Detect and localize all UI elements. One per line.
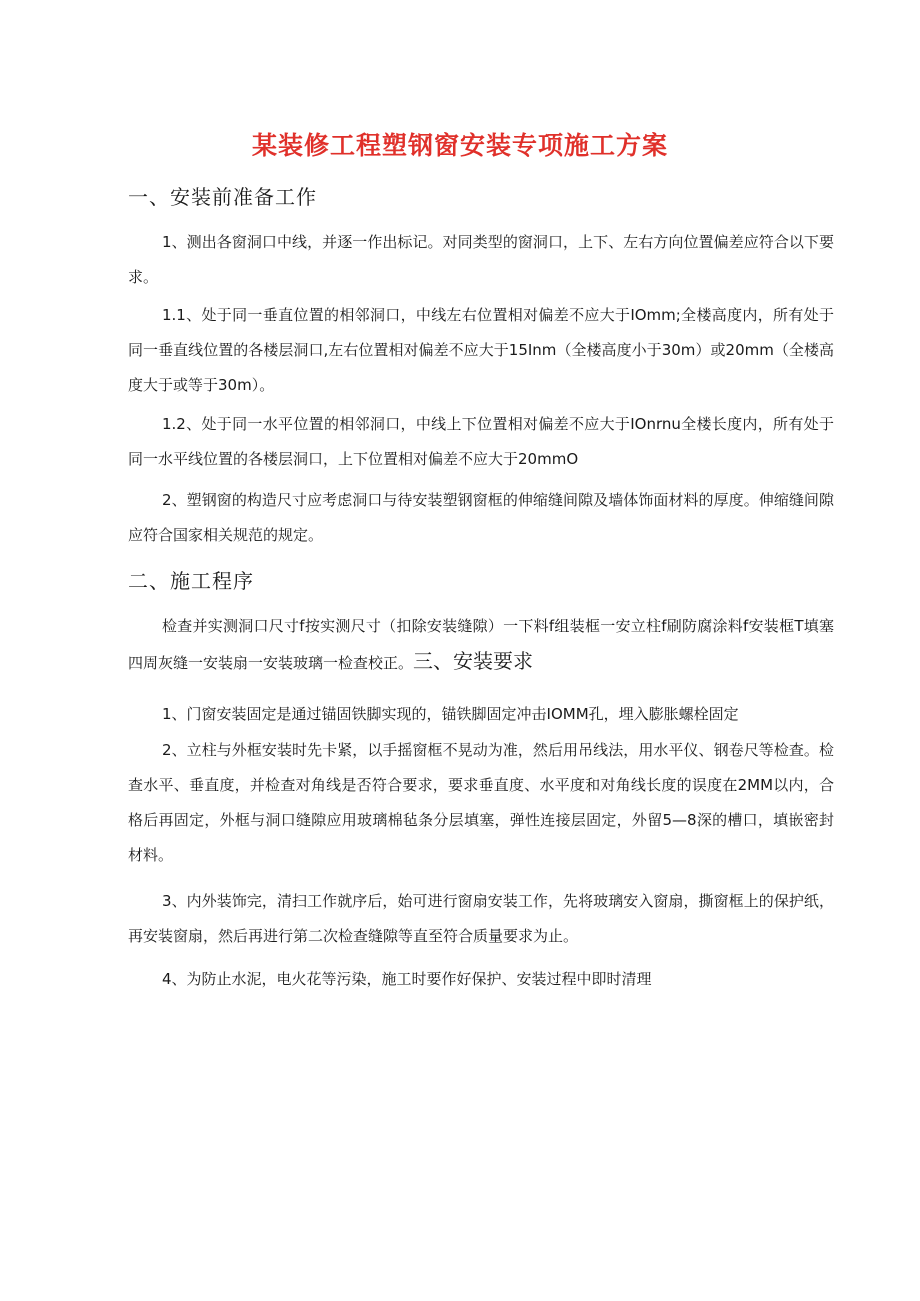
paragraph: 2、立柱与外框安装时先卡紧，以手摇窗框不晃动为准，然后用吊线法，用水平仪、钢卷尺等检查。检查水平、垂直度，并检查对角线是否符合要求，要求垂直度、水平度和对角线长度的误度在2MM以内，合格后再固定，外框与洞口缝隙应用玻璃棉毡条分层填塞，弹性连接层固定，外留5—8深的槽口，填嵌密封材料。 bbox=[128, 741, 834, 864]
paragraph-with-inline-heading bbox=[128, 609, 834, 681]
paragraph: 1、门窗安装固定是通过锚固铁脚实现的，锚铁脚固定冲击IOMM孔，埋入膨胀螺栓固定 bbox=[162, 705, 739, 723]
paragraph: 1.1、处于同一垂直位置的相邻洞口，中线左右位置相对偏差不应大于IOmm;全楼高度内，所有处于同一垂直线位置的各楼层洞口,左右位置相对偏差不应大于15Inm（全楼高度小于30m）或20mm（全楼高度大于或等于30m）。 bbox=[128, 306, 834, 394]
paragraph: 4、为防止水泥，电火花等污染，施工时要作好保护、安装过程中即时清理 bbox=[162, 970, 652, 988]
section-heading-requirements: 三、安装要求 bbox=[413, 649, 534, 673]
section-heading-preparation: 一、安装前准备工作 bbox=[128, 185, 317, 209]
document-title: 某装修工程塑钢窗安装专项施工方案 bbox=[251, 131, 668, 160]
paragraph: 3、内外装饰完，清扫工作就序后，始可进行窗扇安装工作，先将玻璃安入窗扇，撕窗框上的保护纸，再安装窗扇，然后再进行第二次检查缝隙等直至符合质量要求为止。 bbox=[128, 892, 834, 945]
paragraph: 1、测出各窗洞口中线，并逐一作出标记。对同类型的窗洞口，上下、左右方向位置偏差应符合以下要求。 bbox=[128, 233, 834, 286]
paragraph-text: 检查并实测洞口尺寸f按实测尺寸（扣除安装缝隙）一下料f组装框一安立柱f刷防腐涂料f安装框T填塞四周灰缝一安装扇一安装玻璃一检查校正。 bbox=[128, 617, 834, 672]
section-heading-procedure: 二、施工程序 bbox=[128, 569, 254, 593]
paragraph: 2、塑钢窗的构造尺寸应考虑洞口与待安装塑钢窗框的伸缩缝间隙及墙体饰面材料的厚度。伸缩缝间隙应符合国家相关规范的规定。 bbox=[128, 491, 834, 544]
paragraph: 1.2、处于同一水平位置的相邻洞口，中线上下位置相对偏差不应大于IOnrnu全楼长度内，所有处于同一水平线位置的各楼层洞口，上下位置相对偏差不应大于20mmO bbox=[128, 415, 834, 468]
